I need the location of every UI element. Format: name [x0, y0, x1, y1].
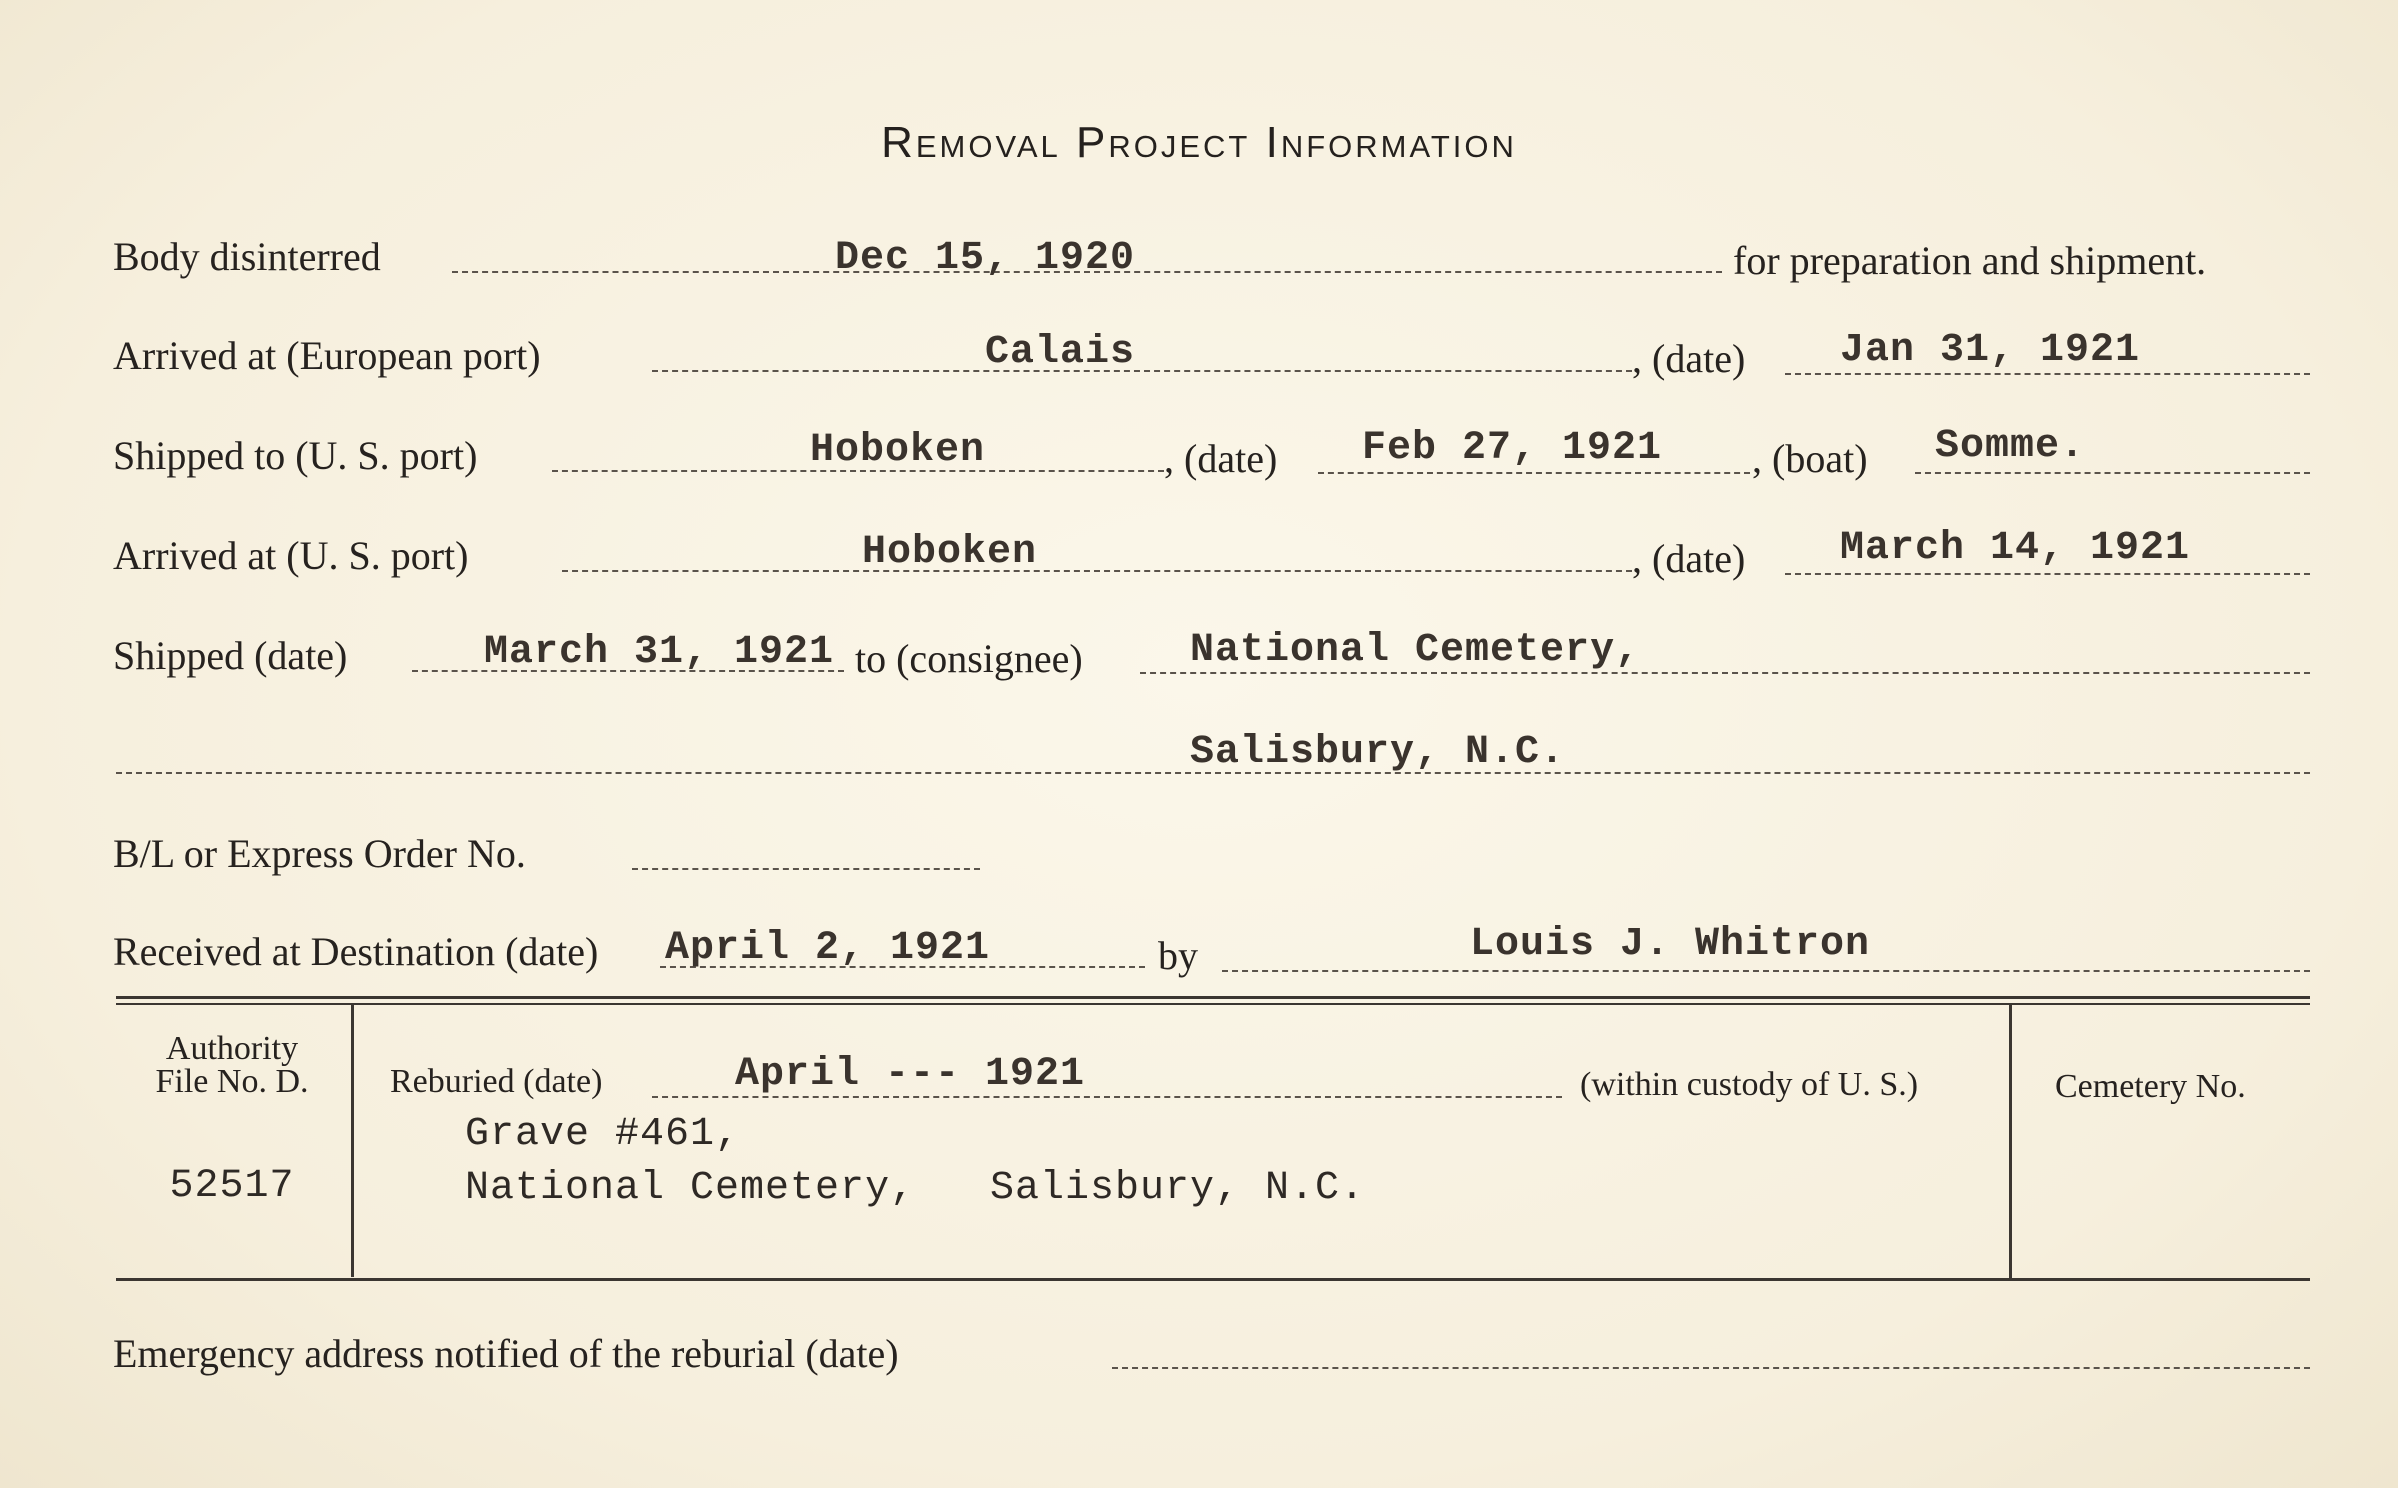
us-shipped-date-line	[1318, 472, 1750, 474]
emergency-label: Emergency address notified of the reburial (date)	[113, 1331, 899, 1376]
us-port-shipped-value: Hoboken	[810, 428, 986, 473]
boat-line	[1915, 472, 2310, 474]
grave-line-2a: National Cemetery,	[465, 1166, 916, 1211]
shipped-date-label: Shipped (date)	[113, 633, 348, 678]
boat-label: , (boat)	[1752, 436, 1868, 481]
us-shipped-date-label: , (date)	[1164, 436, 1278, 481]
boat-value: Somme.	[1935, 424, 2086, 469]
us-port-arrived-line	[562, 570, 1632, 572]
disinterred-label: Body disinterred	[113, 234, 381, 279]
box-divider-left	[351, 1005, 354, 1277]
page-title: Removal Project Information	[881, 118, 1517, 167]
custody-label: (within custody of U. S.)	[1580, 1066, 1919, 1103]
european-date-value: Jan 31, 1921	[1840, 328, 2141, 373]
received-date-value: April 2, 1921	[665, 926, 991, 971]
reburied-label: Reburied (date)	[390, 1063, 603, 1100]
disinterred-suffix: for preparation and shipment.	[1733, 238, 2207, 283]
european-port-line	[652, 370, 1632, 372]
authority-label-2: File No. D.	[155, 1063, 309, 1100]
bl-label: B/L or Express Order No.	[113, 831, 526, 876]
box-divider-right	[2009, 1005, 2012, 1280]
us-shipped-date-value: Feb 27, 1921	[1362, 426, 1663, 471]
european-port-label: Arrived at (European port)	[113, 333, 541, 378]
consignee-value-1: National Cemetery,	[1190, 628, 1641, 673]
us-port-arrived-label: Arrived at (U. S. port)	[113, 533, 469, 578]
received-by-label: by	[1158, 933, 1198, 978]
received-label: Received at Destination (date)	[113, 929, 599, 974]
reburied-value: April --- 1921	[735, 1052, 1086, 1097]
received-by-value: Louis J. Whitron	[1470, 922, 1871, 967]
box-top-rule	[116, 996, 2310, 999]
us-port-shipped-label: Shipped to (U. S. port)	[113, 433, 478, 478]
bl-line	[632, 868, 980, 870]
box-top-rule-2	[116, 1003, 2310, 1005]
received-by-line	[1222, 970, 2310, 972]
consignee-value-2: Salisbury, N.C.	[1190, 730, 1566, 775]
authority-label-1: Authority	[165, 1030, 299, 1067]
box-bottom-rule	[116, 1278, 2310, 1281]
emergency-line	[1112, 1367, 2310, 1369]
us-arrived-date-value: March 14, 1921	[1840, 526, 2191, 571]
european-port-value: Calais	[985, 330, 1136, 375]
grave-line-2b: Salisbury, N.C.	[990, 1166, 1366, 1211]
disinterred-value: Dec 15, 1920	[835, 236, 1136, 281]
grave-line-1: Grave #461,	[465, 1112, 741, 1157]
us-arrived-date-label: , (date)	[1632, 536, 1746, 581]
shipped-date-value: March 31, 1921	[484, 630, 835, 675]
authority-value: 52517	[169, 1164, 295, 1209]
european-date-line	[1785, 373, 2310, 375]
european-date-label: , (date)	[1632, 336, 1746, 381]
us-arrived-date-line	[1785, 573, 2310, 575]
cemetery-no-label: Cemetery No.	[2055, 1068, 2246, 1105]
us-port-arrived-value: Hoboken	[862, 530, 1038, 575]
consignee-label: to (consignee)	[855, 636, 1083, 681]
